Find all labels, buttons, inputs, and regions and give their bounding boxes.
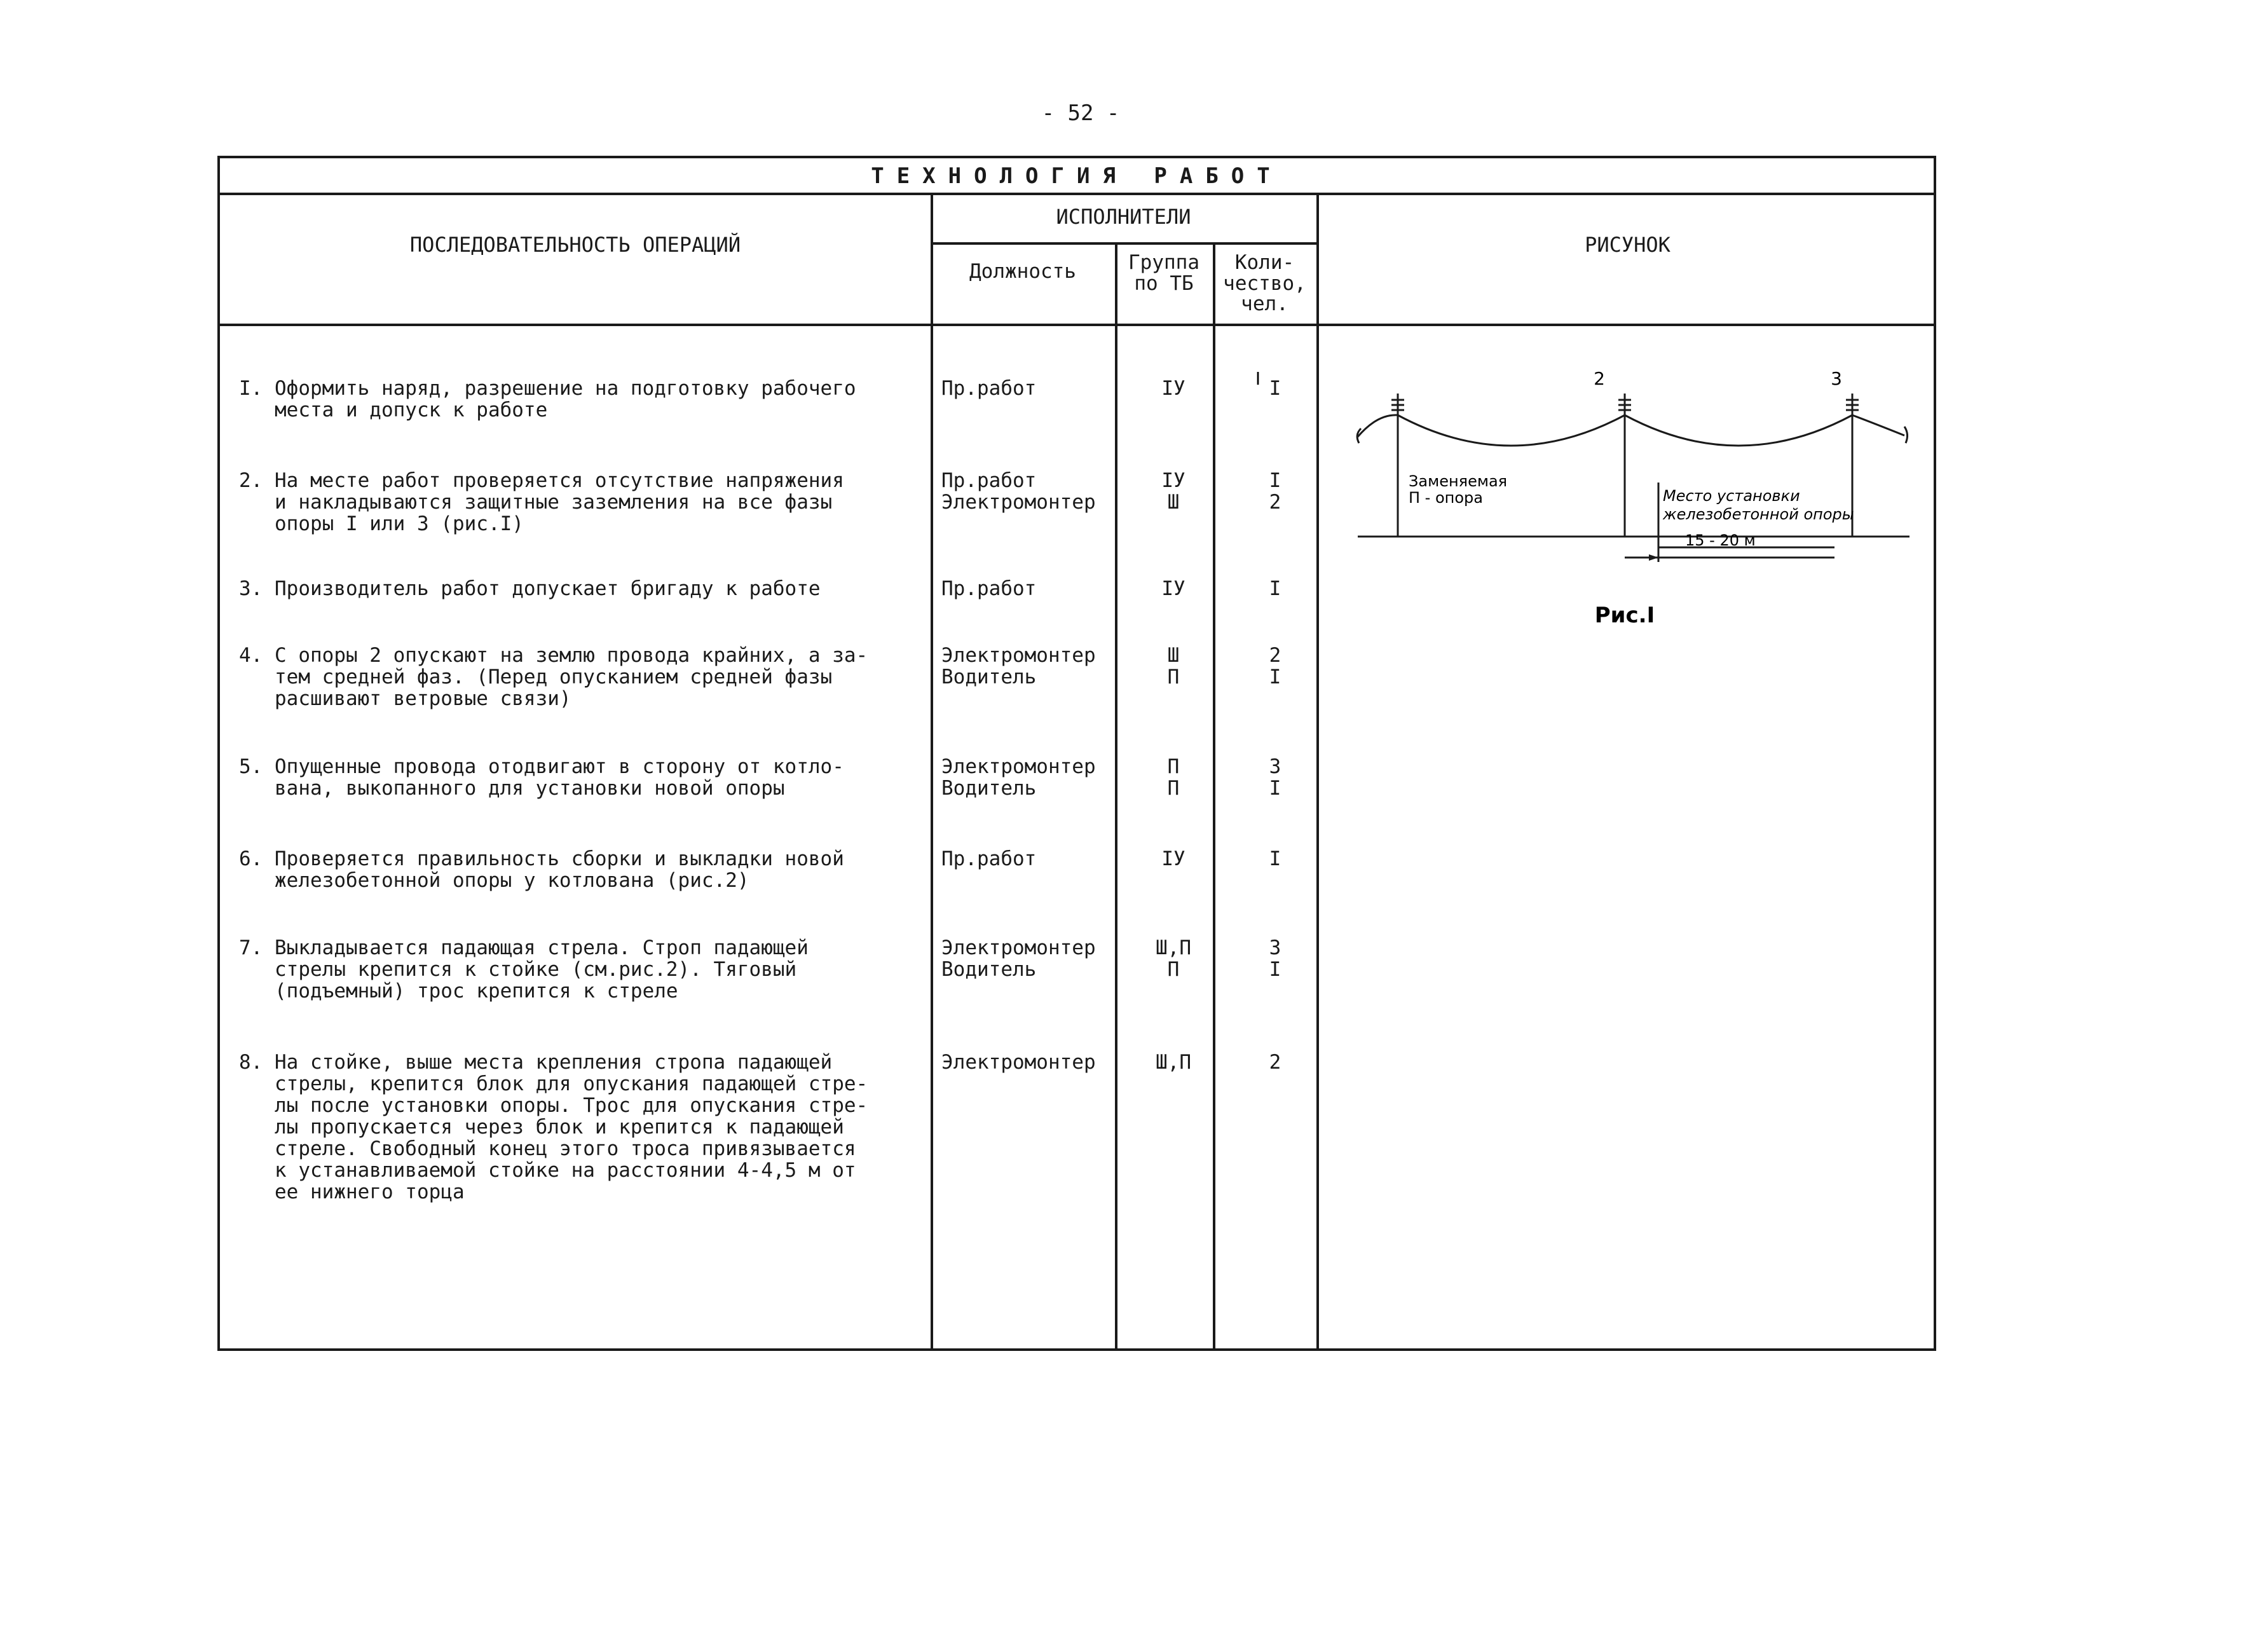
position-row-2: Пр.работ Электромонтер [941, 469, 1096, 514]
position-row-5: Электромонтер Водитель [941, 755, 1096, 800]
position-row-4: Электромонтер Водитель [941, 644, 1096, 688]
overhead-wire [1358, 415, 1904, 446]
page-number: - 52 - [1041, 100, 1120, 126]
count-row-8: 2 [1269, 1051, 1281, 1074]
group-row-5: П П [1167, 755, 1180, 800]
header-operations: ПОСЛЕДОВАТЕЛЬНОСТЬ ОПЕРАЦИЙ [409, 233, 741, 257]
header-position: Должность [969, 260, 1076, 283]
replaced-pole-label-2: П - опора [1409, 489, 1483, 507]
header-executors: ИСПОЛНИТЕЛИ [1056, 205, 1191, 229]
pole-label-3: 3 [1831, 368, 1842, 389]
group-row-1: IУ [1161, 377, 1185, 400]
operation-row-8: 8. На стойке, выше места крепления стропа падающей стрелы, крепится блок для опускания падающей стре- лы после установки опоры. Трос для опускания стре- лы пропускается через блок и крепится к падающей стреле. Свободный конец этого троса привязывается к устанавливаемой стойке на расстоянии 4-4,5 м от ее нижнего торца [239, 1051, 868, 1203]
group-row-3: IУ [1161, 577, 1185, 600]
technology-table [217, 156, 1936, 1351]
position-row-8: Электромонтер [941, 1051, 1096, 1074]
header-count: Коли- чество, чел. [1223, 251, 1306, 316]
count-row-4: 2 I [1269, 644, 1281, 688]
count-row-2: I 2 [1269, 469, 1281, 514]
operation-row-2: 2. На месте работ проверяется отсутствие напряжения и накладываются защитные заземления на все фазы опоры I или 3 (рис.I) [239, 469, 844, 535]
header-figure: РИСУНОК [1585, 233, 1670, 257]
position-row-3: Пр.работ [941, 577, 1037, 600]
figure-overhead-line [1255, 368, 1936, 661]
pole-label-2: 2 [1594, 368, 1605, 389]
position-row-6: Пр.работ [941, 847, 1037, 870]
install-place-label-2: железобетонной опоры [1663, 505, 1854, 523]
operation-row-3: 3. Производитель работ допускает бригаду к работе [239, 577, 821, 600]
replaced-pole-label-1: Заменяемая [1409, 472, 1508, 490]
position-row-7: Электромонтер Водитель [941, 936, 1096, 981]
title-divider [220, 193, 1934, 195]
position-row-1: Пр.работ [941, 377, 1037, 400]
group-row-4: Ш П [1167, 644, 1180, 688]
group-row-2: IУ Ш [1161, 469, 1185, 514]
count-row-7: 3 I [1269, 936, 1281, 981]
count-row-6: I [1269, 847, 1281, 870]
figure-caption: Рис.I [1594, 603, 1655, 628]
header-group: Группа по ТБ [1128, 251, 1199, 295]
executors-divider [931, 242, 1316, 245]
group-row-8: Ш,П [1156, 1051, 1191, 1074]
count-row-1: I [1269, 377, 1281, 400]
group-row-6: IУ [1161, 847, 1185, 870]
operation-row-5: 5. Опущенные провода отодвигают в сторону от котло- вана, выкопанного для установки новой опоры [239, 755, 844, 800]
pole-label-1: I [1255, 368, 1261, 389]
table-title: ТЕХНОЛОГИЯ РАБОТ [871, 163, 1283, 189]
count-row-3: I [1269, 577, 1281, 600]
distance-label: 15 - 20 м [1685, 531, 1756, 549]
operation-row-4: 4. С опоры 2 опускают на землю провода крайних, а за- тем средней фаз. (Перед опусканием средней фазы расшивают ветровые связи) [239, 644, 868, 710]
header-divider [220, 324, 1934, 326]
install-place-label-1: Место установки [1663, 487, 1800, 505]
operation-row-1: I. Оформить наряд, разрешение на подготовку рабочего места и допуск к работе [239, 377, 856, 421]
operation-row-7: 7. Выкладывается падающая стрела. Строп падающей стрелы крепится к стойке (см.рис.2). Тяговый (подъемный) трос крепится к стреле [239, 936, 809, 1003]
group-row-7: Ш,П П [1156, 936, 1191, 981]
count-row-5: 3 I [1269, 755, 1281, 800]
operation-row-6: 6. Проверяется правильность сборки и выкладки новой железобетонной опоры у котлована (рис.2) [239, 847, 844, 892]
